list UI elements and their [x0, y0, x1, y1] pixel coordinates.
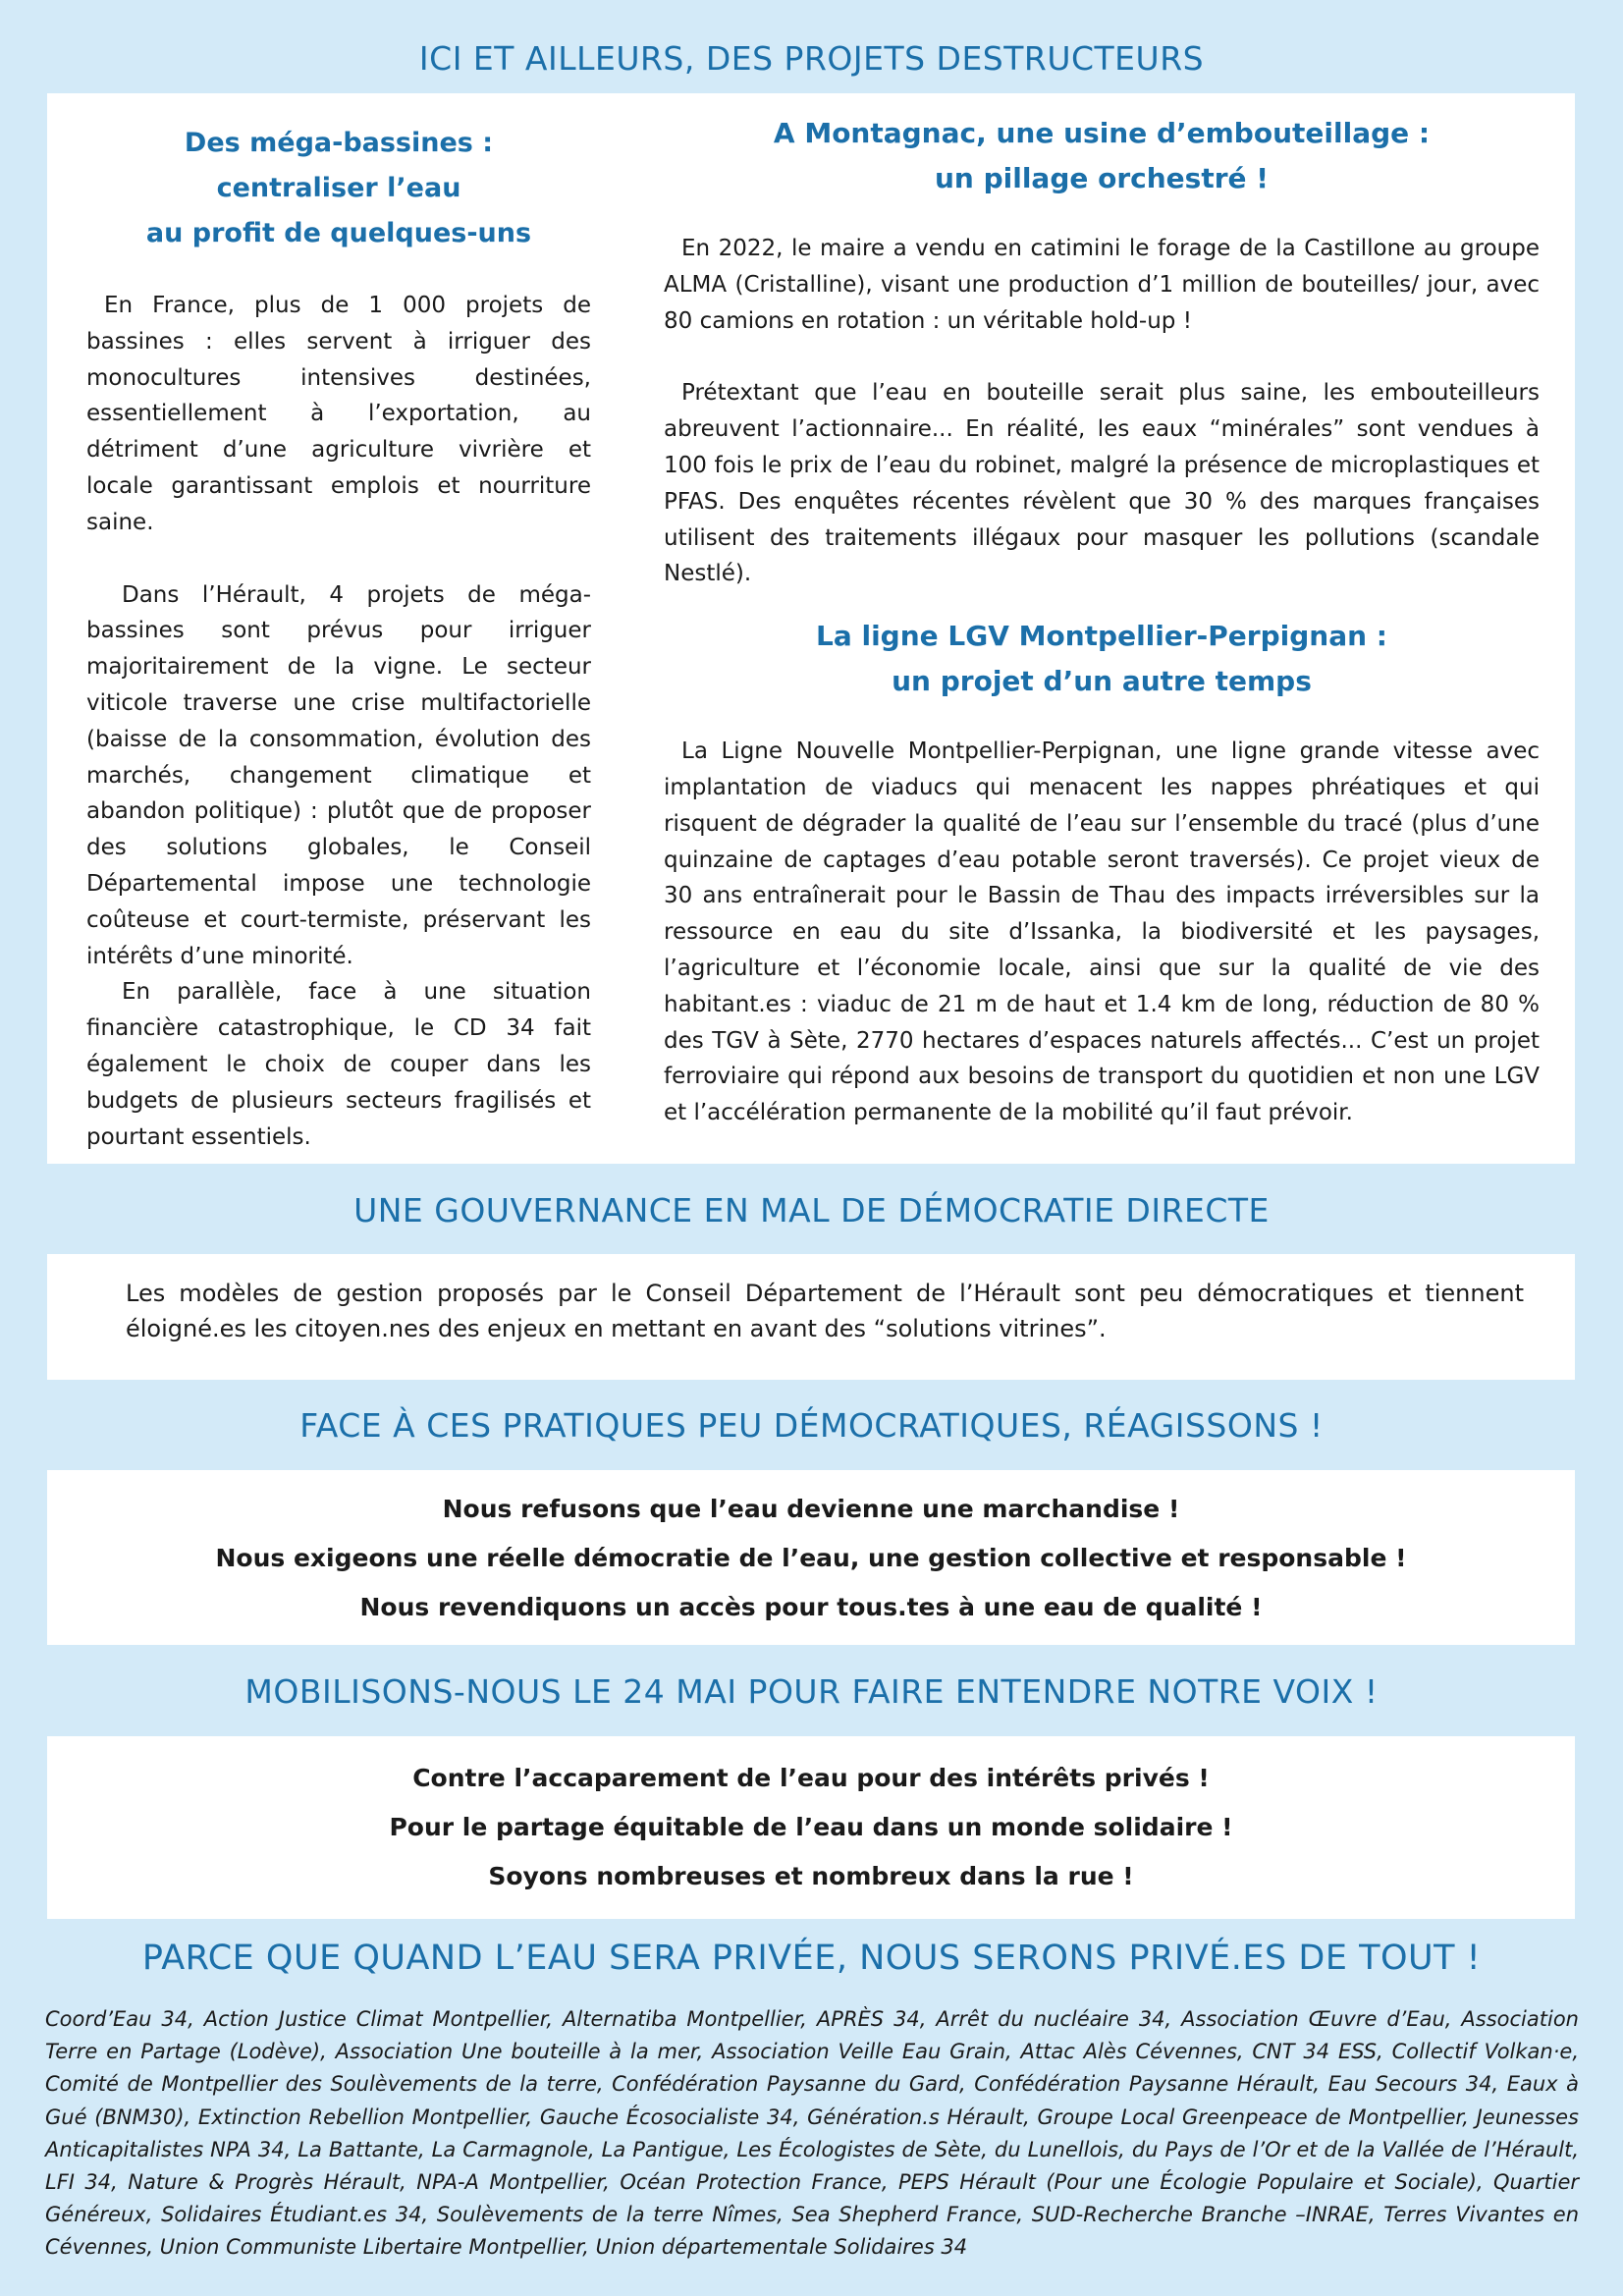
signatories-list: Coord’Eau 34, Action Justice Climat Montpellier, Alternatiba Montpellier, APRÈS 34, Arrêt du nucléaire 34, Association Œuvre d’Eau, Association Terre en Partage (Lodève), Association Une bouteille à la mer, Association Veille Eau Grain, Attac Alès Cévennes, CNT 34 ESS, Collectif Volkan·e, Comité de Montpellier des Soulèvements de la terre, Confédération Paysanne du Gard, Confédération Paysanne Hérault, Eau Secours 34, Eaux à Gué (BNM30), Extinction Rebellion Montpellier, Gauche Écosocialiste 34, Génération.s Hérault, Groupe Local Greenpeace de Montpellier, Jeunesses Anticapitalistes NPA 34, La Battante, La Carmagnole, La Pantigue, Les Écologistes de Sète, du Lunellois, du Pays de l’Or et de la Vallée de l’Hérault, LFI 34, Nature & Progrès Hérault, NPA-A Montpellier, Océan Protection France, PEPS Hérault (Pour une Écologie Populaire et Sociale), Quartier Généreux, Solidaires Étudiant.es 34, Soulèvements de la terre Nîmes, Sea Shepherd France, SUD-Recherche Branche –INRAE, Terres Vivantes en Cévennes, Union Communiste Libertaire Montpellier, Union départementale Solidaires 34	[45, 2007, 1579, 2260]
right-column	[664, 111, 1540, 1131]
governance-text: Les modèles de gestion proposés par le Conseil Département de l’Hérault sont peu démocratiques et tiennent éloigné.es les citoyen.nes des enjeux en mettant en avant des “solutions vitrines”.	[126, 1280, 1524, 1342]
mega-bassines-paragraph-1: En France, plus de 1 000 projets de bassines : elles servent à irriguer des monocultures intensives destinées, essentiellement à l’exportation, au détriment d’une agriculture vivrière et locale garantissant emplois et nourriture saine.	[86, 293, 591, 535]
montagnac-title-line-2: un pillage orchestré !	[934, 162, 1270, 194]
react-line-2: Nous exigeons une réelle démocratie de l’eau, une gestion collective et responsable !	[215, 1544, 1407, 1572]
lgv-title	[664, 614, 1540, 704]
mobilize-panel	[47, 1736, 1575, 1919]
lgv-paragraph: La Ligne Nouvelle Montpellier-Perpignan, une ligne grande vitesse avec implantation de viaducs qui menacent les nappes phréatiques et qui risquent de dégrader la qualité de l’eau sur l’ensemble du tracé (plus d’une quinzaine de captages d’eau potable seront traversés). Ce projet vieux de 30 ans entraînerait pour le Bassin de Thau des impacts irréversibles sur la ressource en eau du site d’Issanka, la biodiversité et les paysages, l’agriculture et l’économie locale, ainsi que sur la qualité de vie des habitant.es : viaduc de 21 m de haut et 1.4 km de long, réduction de 80 % des TGV à Sète, 2770 hectares d’espaces naturels affectés... C’est un projet ferroviaire qui répond aux besoins de transport du quotidien et non une LGV et l’accélération permanente de la mobilité qu’il faut prévoir.	[664, 738, 1540, 1126]
mobilize-line-1: Contre l’accaparement de l’eau pour des intérêts privés !	[412, 1764, 1210, 1792]
montagnac-paragraph-1: En 2022, le maire a vendu en catimini le forage de la Castillone au groupe ALMA (Cristalline), visant une production d’1 million de bouteilles/ jour, avec 80 camions en rotation : un véritable hold-up !	[664, 236, 1540, 334]
governance-heading: UNE GOUVERNANCE EN MAL DE DÉMOCRATIE DIRECTE	[353, 1191, 1270, 1230]
react-line-3: Nous revendiquons un accès pour tous.tes à une eau de qualité !	[359, 1593, 1263, 1621]
react-heading: FACE À CES PRATIQUES PEU DÉMOCRATIQUES, RÉAGISSONS !	[299, 1406, 1324, 1445]
montagnac-title-line-1: A Montagnac, une usine d’embouteillage :	[773, 117, 1431, 149]
closing-heading: PARCE QUE QUAND L’EAU SERA PRIVÉE, NOUS SERONS PRIVÉ.ES DE TOUT !	[141, 1939, 1482, 1978]
montagnac-paragraph-2: Prétextant que l’eau en bouteille serait plus saine, les embouteilleurs abreuvent l’actionnaire... En réalité, les eaux “minérales” sont vendues à 100 fois le prix de l’eau du robinet, malgré la présence de microplastiques et PFAS. Des enquêtes récentes révèlent que 30 % des marques françaises utilisent des traitements illégaux pour masquer les pollutions (scandale Nestlé).	[664, 380, 1540, 587]
react-panel	[47, 1470, 1575, 1645]
react-line-1: Nous refusons que l’eau devienne une marchandise !	[442, 1495, 1180, 1523]
mega-bassines-title-line-3: au profit de quelques-uns	[145, 218, 532, 248]
lgv-title-line-1: La ligne LGV Montpellier-Perpignan :	[815, 620, 1387, 653]
governance-panel	[47, 1254, 1575, 1380]
montagnac-title	[664, 111, 1540, 201]
mobilize-line-3: Soyons nombreuses et nombreux dans la rue !	[488, 1862, 1134, 1890]
lgv-title-line-2: un projet d’un autre temps	[892, 665, 1312, 698]
mega-bassines-title	[86, 121, 591, 256]
mobilize-line-2: Pour le partage équitable de l’eau dans un monde solidaire !	[389, 1813, 1233, 1841]
mobilize-heading: MOBILISONS-NOUS LE 24 MAI POUR FAIRE ENTENDRE NOTRE VOIX !	[244, 1672, 1379, 1711]
left-column	[86, 121, 591, 1155]
mega-bassines-paragraph-3: En parallèle, face à une situation financière catastrophique, le CD 34 fait également le choix de couper dans les budgets de plusieurs secteurs fragilisés et pourtant essentiels.	[86, 979, 591, 1150]
mega-bassines-title-line-1: Des méga-bassines :	[184, 128, 494, 158]
projects-heading: ICI ET AILLEURS, DES PROJETS DESTRUCTEURS	[418, 39, 1205, 78]
mega-bassines-paragraph-2: Dans l’Hérault, 4 projets de méga-bassines sont prévus pour irriguer majoritairement de la vigne. Le secteur viticole traverse une crise multifactorielle (baisse de la consommation, évolution des marchés, changement climatique et abandon politique) : plutôt que de proposer des solutions globales, le Conseil Départemental impose une technologie coûteuse et court-termiste, préservant les intérêts d’une minorité.	[86, 581, 591, 969]
projects-panel	[47, 93, 1575, 1164]
mega-bassines-title-line-2: centraliser l’eau	[216, 173, 461, 203]
